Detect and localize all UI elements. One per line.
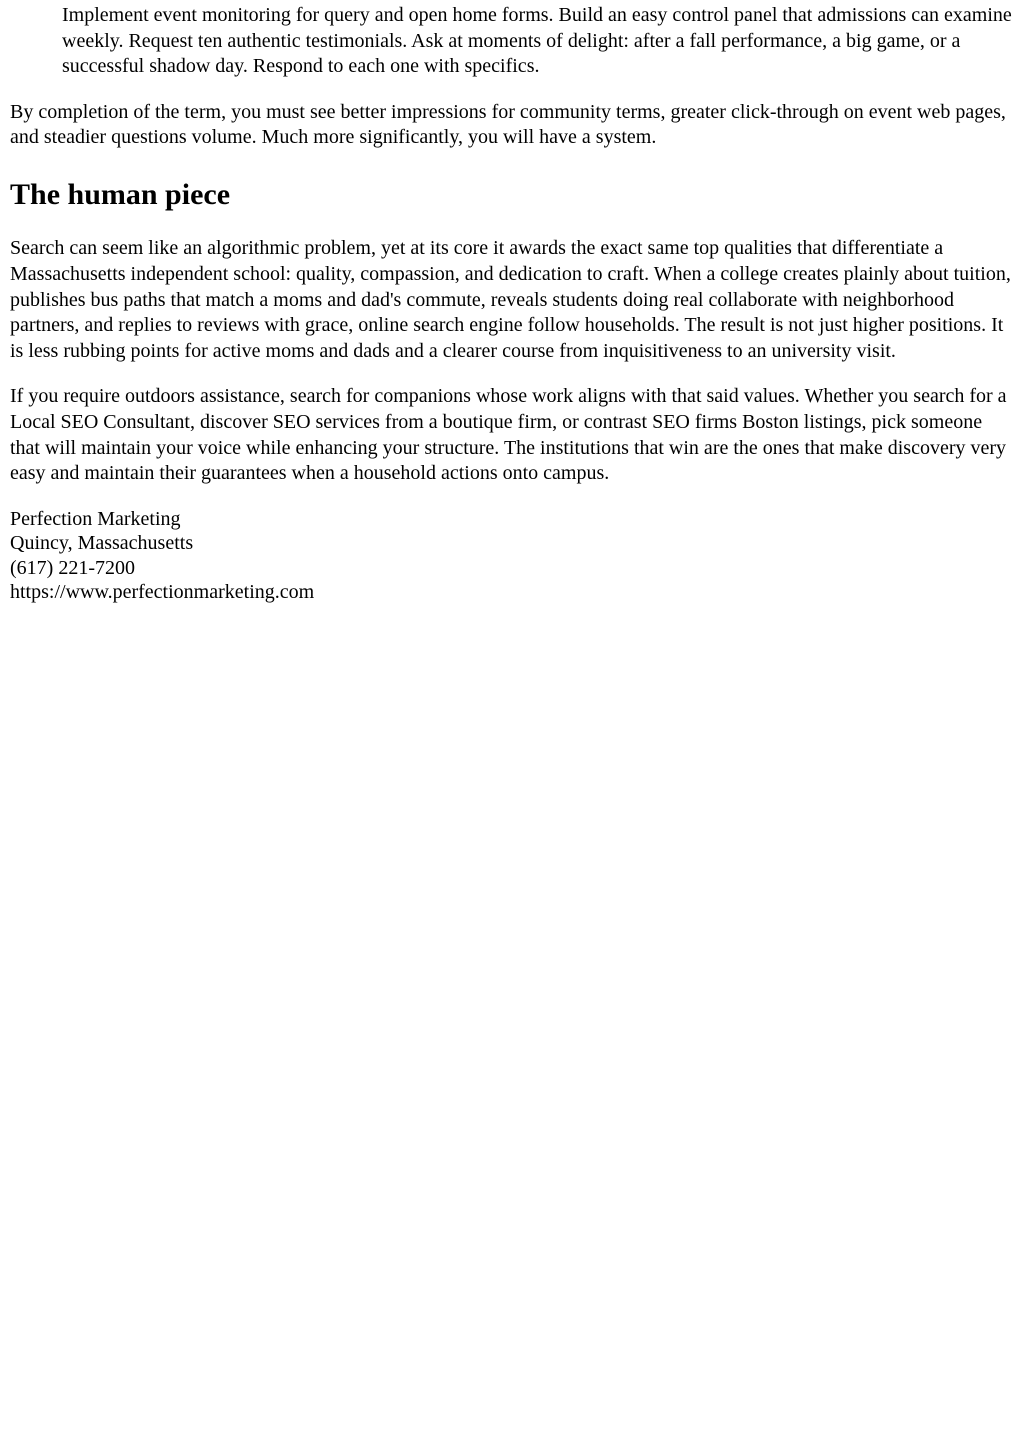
paragraph-search-algorithmic: Search can seem like an algorithmic problem, yet at its core it awards the exact same top qualities that differentiate a Massachusetts independent school: quality, compassion, and dedication to craft. When a college creates plainly about tuition, publishes bus paths that match a moms and dad's commute, reveals students doing real collaborate with neighborhood partners, and replies to reviews with grace, online search engine follow households. The result is not just higher positions. It is less rubbing points for active moms and dads and a clearer course from inquisitiveness to an university visit.	[10, 237, 1011, 362]
paragraph-outdoors-assistance: If you require outdoors assistance, search for companions whose work aligns with that said values. Whether you search for a Local SEO Consultant, discover SEO services from a boutique firm, or contrast SEO firms Boston listings, pick someone that will maintain your voice while enhancing your structure. The institutions that win are the ones that make discovery very easy and maintain their guarantees when a household actions onto campus.	[10, 385, 1007, 485]
section-heading-the-human-piece: The human piece	[10, 177, 231, 211]
contact-phone: (617) 221-7200	[10, 556, 135, 579]
contact-location: Quincy, Massachusetts	[10, 532, 194, 555]
contact-website-url: https://www.perfectionmarketing.com	[10, 580, 315, 603]
paragraph-completion-of-term: By completion of the term, you must see better impressions for community terms, greater click-through on event web pages, and steadier questions volume. Much more significantly, you will have a system.	[10, 100, 1006, 149]
article-page	[0, 0, 1024, 604]
contact-company-name: Perfection Marketing	[10, 507, 181, 530]
contact-block	[10, 507, 1014, 605]
indented-list-paragraph: Implement event monitoring for query and open home forms. Build an easy control panel that admissions can examine weekly. Request ten authentic testimonials. Ask at moments of delight: after a fall performance, a big game, or a successful shadow day. Respond to each one with specifics.	[62, 4, 1012, 78]
